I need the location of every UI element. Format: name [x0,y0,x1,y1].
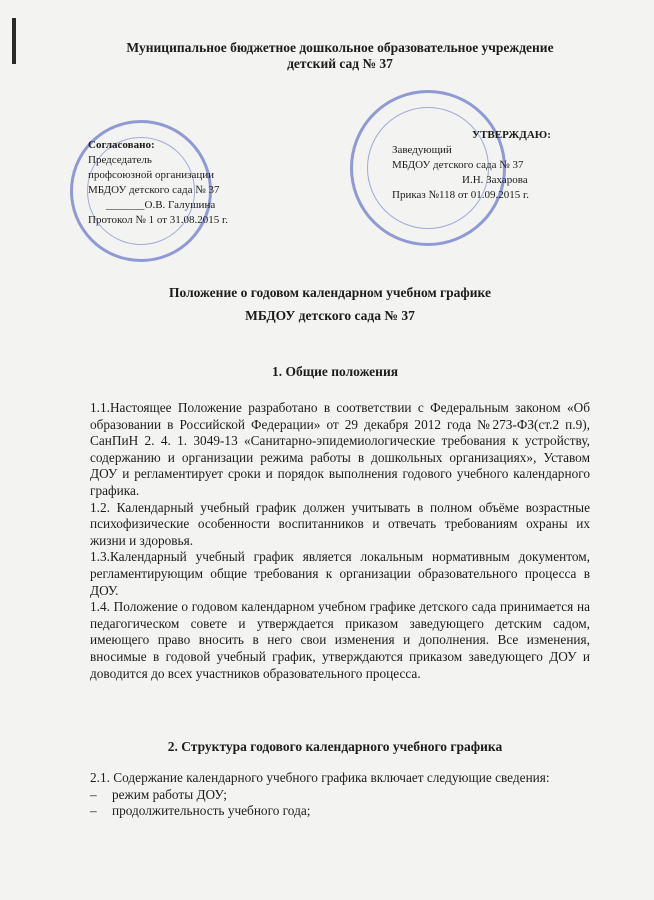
agreed-block [88,138,228,228]
header-line-1: Муниципальное бюджетное дошкольное образовательное учреждение [126,40,554,55]
paragraph-1-1: 1.1.Настоящее Положение разработано в соответствии с Федеральным законом «Об образовании в Российской Федерации» от 29 декабря 2012 года №273-ФЗ(ст.2 п.9), СанПиН 2. 4. 1. 3049-13 «Санитарно-эпидемиологические требования к устройству, содержанию и организации режима работы в дошкольных организациях», Уставом ДОУ и регламентирует сроки и порядок выполнения годового учебного календарного графика. [90,400,590,498]
paragraph-1-3: 1.3.Календарный учебный график является локальным нормативным документом, регламентирующим общие требования к организации образовательного процесса в ДОУ. [90,549,590,598]
institution-header [60,40,620,72]
agreed-line: Председатель [88,154,152,166]
agreed-heading: Согласовано: [88,139,155,151]
agreed-line: МБДОУ детского сада № 37 [88,184,220,196]
document-subtitle: МБДОУ детского сада № 37 [245,308,415,323]
approved-line: МБДОУ детского сада № 37 [392,159,524,171]
approved-block [392,128,551,203]
agreed-line: профсоюзной организации [88,169,215,181]
list-item [90,803,590,820]
list-item [90,787,590,804]
paragraph-2-1: 2.1. Содержание календарного учебного графика включает следующие сведения: [90,770,550,785]
agreed-line: Протокол № 1 от 31.08.2015 г. [88,214,229,226]
section-2-body [90,770,590,820]
approved-line: И.Н. Захарова [462,174,528,186]
approved-heading: УТВЕРЖДАЮ: [472,129,551,141]
section-1-body [90,400,590,682]
list-item-text: режим работы ДОУ; [112,786,227,802]
section-2-heading: 2. Структура годового календарного учебного графика [167,739,503,754]
document-title: Положение о годовом календарном учебном графике [169,285,491,300]
paragraph-1-4: 1.4. Положение о годовом календарном учебном графике детского сада принимается на педагогическом совете и утверждается приказом заведующего детским садом, имеющего право вносить в него свои изменения и дополнения. Все изменения, вносимые в годовой учебный график, утверждаются приказом заведующего ДОУ и доводится до всех участников образовательного процесса. [90,599,590,681]
dash-marker: – [90,803,97,819]
binder-mark [12,18,16,64]
approved-line: Приказ №118 от 01.09.2015 г. [392,189,530,201]
list-item-text: продолжительность учебного года; [112,803,311,819]
section-1-heading: 1. Общие положения [271,364,399,379]
paragraph-1-2: 1.2. Календарный учебный график должен учитывать в полном объёме возрастные психофизические особенности воспитанников и отвечать требованиям охраны их жизни и здоровья. [90,499,590,548]
header-line-2: детский сад № 37 [287,56,393,71]
agreed-line: _______О.В. Галушина [106,199,216,211]
dash-marker: – [90,786,97,802]
approved-line: Заведующий [392,144,452,156]
